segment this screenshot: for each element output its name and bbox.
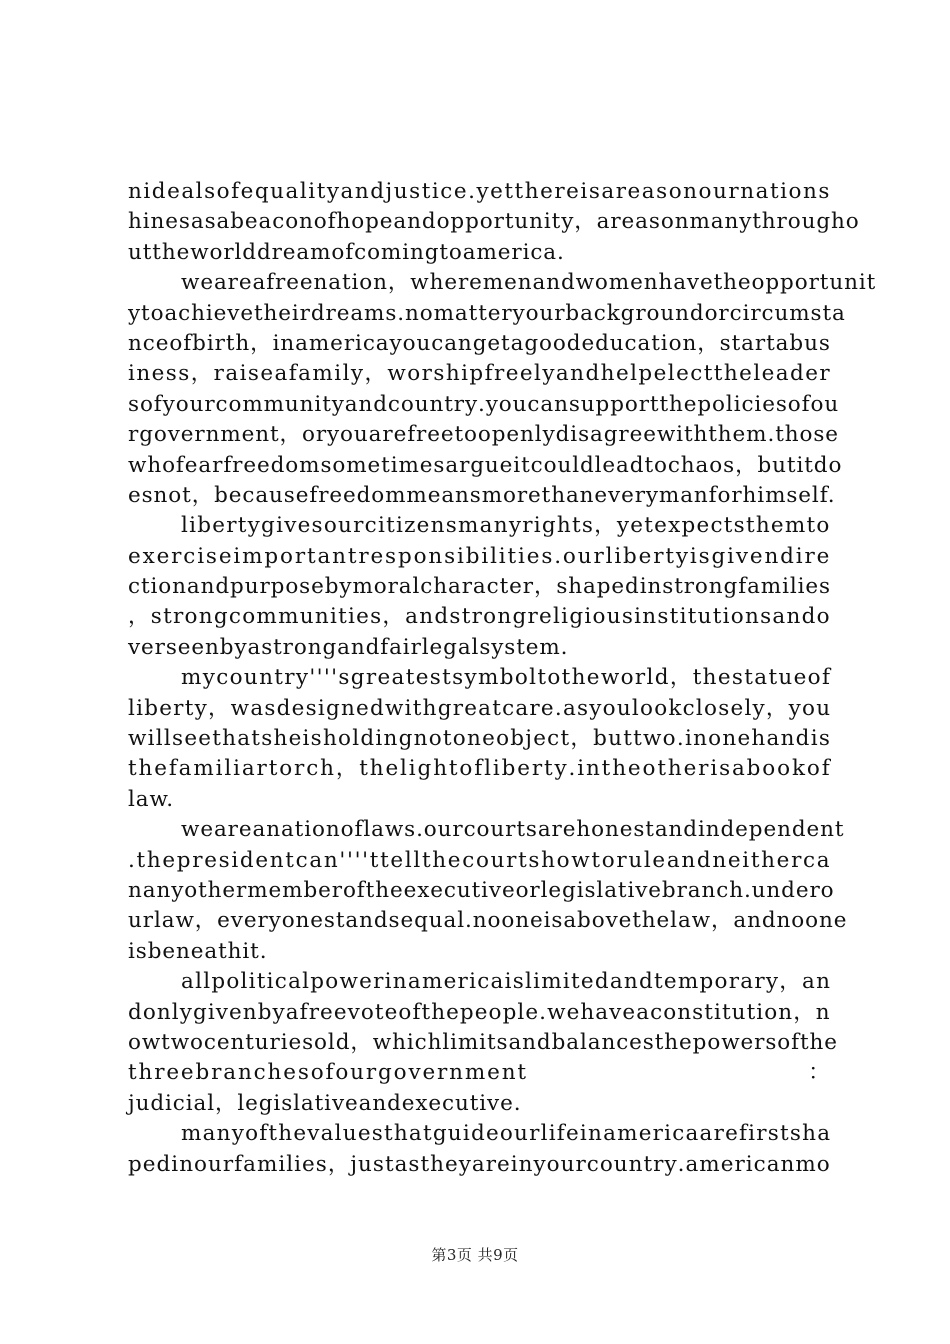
text-line: n c e o f b i r t h ， i n a m e r i c a y o u c a n g e t a g o o d e d u c a t i o n ， s t a r t a b u s xyxy=(128,330,831,356)
text-line: esnot，becausefreedommeansmorethaneverymanforhimself. xyxy=(128,482,836,508)
text-line: isbeneathit. xyxy=(128,938,268,964)
text-line: u r l a w ， e v e r y o n e s t a n d s e q u a l . n o o n e i s a b o v e t h e l a w ， a n d n o o n e xyxy=(128,908,848,934)
text-line: r g o v e r n m e n t ， o r y o u a r e f r e e t o o p e n l y d i s a g r e e w i t h t h e m . t h o s e xyxy=(128,422,839,448)
text-line: o w t w o c e n t u r i e s o l d ， w h i c h l i m i t s a n d b a l a n c e s t h e p o w e r s o f t h e xyxy=(128,1029,838,1055)
text-line: t h r e e b r a n c h e s o f o u r g o v e r n m e n t ： xyxy=(128,1060,831,1086)
text-line: law. xyxy=(128,786,174,812)
text-line: w h o f e a r f r e e d o m s o m e t i m e s a r g u e i t c o u l d l e a d t o c h a o s ， b u t i t d o xyxy=(128,452,843,478)
text-line: p e d i n o u r f a m i l i e s ， j u s t a s t h e y a r e i n y o u r c o u n t r y . a m e r i c a n m o xyxy=(128,1151,831,1177)
text-line: l i b e r t y ， w a s d e s i g n e d w i t h g r e a t c a r e . a s y o u l o o k c l o s e l y ， y o u xyxy=(128,695,831,721)
paragraph-first-line: l i b e r t y g i v e s o u r c i t i z e n s m a n y r i g h t s ， y e t e x p e c t s t h e m t o xyxy=(181,513,831,539)
text-line: t h e f a m i l i a r t o r c h ， t h e l i g h t o f l i b e r t y . i n t h e o t h e r i s a b o o k o f xyxy=(128,756,831,782)
text-line: n i d e a l s o f e q u a l i t y a n d j u s t i c e . y e t t h e r e i s a r e a s o n o u r n a t i o n s xyxy=(128,179,831,204)
text-line: n a n y o t h e r m e m b e r o f t h e e x e c u t i v e o r l e g i s l a t i v e b r a n c h . u n d e r o xyxy=(128,877,835,903)
paragraph-first-line: a l l p o l i t i c a l p o w e r i n a m e r i c a i s l i m i t e d a n d t e m p o r a r y ， a n xyxy=(181,969,831,995)
page-footer: 第3页 共9页 xyxy=(431,1246,519,1264)
text-line: h i n e s a s a b e a c o n o f h o p e a n d o p p o r t u n i t y ， a r e a s o n m a n y t h r o u g h o xyxy=(128,209,860,235)
text-line: . t h e p r e s i d e n t c a n ' ' ' ' t t e l l t h e c o u r t s h o w t o r u l e a n d n e i t h e r c a xyxy=(128,847,831,873)
text-line: y t o a c h i e v e t h e i r d r e a m s . n o m a t t e r y o u r b a c k g r o u n d o r c i r c u m s t a xyxy=(128,300,846,326)
text-line: i n e s s ， r a i s e a f a m i l y ， w o r s h i p f r e e l y a n d h e l p e l e c t t h e l e a d e r xyxy=(128,361,831,387)
text-line: s o f y o u r c o m m u n i t y a n d c o u n t r y . y o u c a n s u p p o r t t h e p o l i c i e s o f o u xyxy=(128,391,840,417)
text-line: verseenbyastrongandfairlegalsystem. xyxy=(128,634,569,660)
text-line: ， s t r o n g c o m m u n i t i e s ， a n d s t r o n g r e l i g i o u s i n s t i t u t i o n s a n d o xyxy=(128,604,831,630)
paragraph-first-line: w e a r e a n a t i o n o f l a w s . o u r c o u r t s a r e h o n e s t a n d i n d e p e n d e n t xyxy=(181,817,845,843)
text-line: c t i o n a n d p u r p o s e b y m o r a l c h a r a c t e r ， s h a p e d i n s t r o n g f a m i l i e s xyxy=(128,574,831,600)
text-line: uttheworlddreamofcomingtoamerica. xyxy=(128,239,565,265)
text-line: e x e r c i s e i m p o r t a n t r e s p o n s i b i l i t i e s . o u r l i b e r t y i s g i v e n d i r e xyxy=(128,543,831,569)
paragraph-first-line: m y c o u n t r y ' ' ' ' s g r e a t e s t s y m b o l t o t h e w o r l d ， t h e s t a t u e o f xyxy=(181,665,831,691)
text-line: w i l l s e e t h a t s h e i s h o l d i n g n o t o n e o b j e c t ， b u t t w o . i n o n e h a n d i s xyxy=(128,726,831,752)
text-line: d o n l y g i v e n b y a f r e e v o t e o f t h e p e o p l e . w e h a v e a c o n s t i t u t i o n ， n xyxy=(128,999,831,1025)
body-text xyxy=(128,177,877,1180)
text-line: judicial，legislativeandexecutive. xyxy=(128,1090,522,1116)
paragraph-first-line: m a n y o f t h e v a l u e s t h a t g u i d e o u r l i f e i n a m e r i c a a r e f i r s t s h a xyxy=(181,1121,831,1147)
paragraph-first-line: w e a r e a f r e e n a t i o n ， w h e r e m e n a n d w o m e n h a v e t h e o p p o r t u n i t xyxy=(181,270,877,296)
